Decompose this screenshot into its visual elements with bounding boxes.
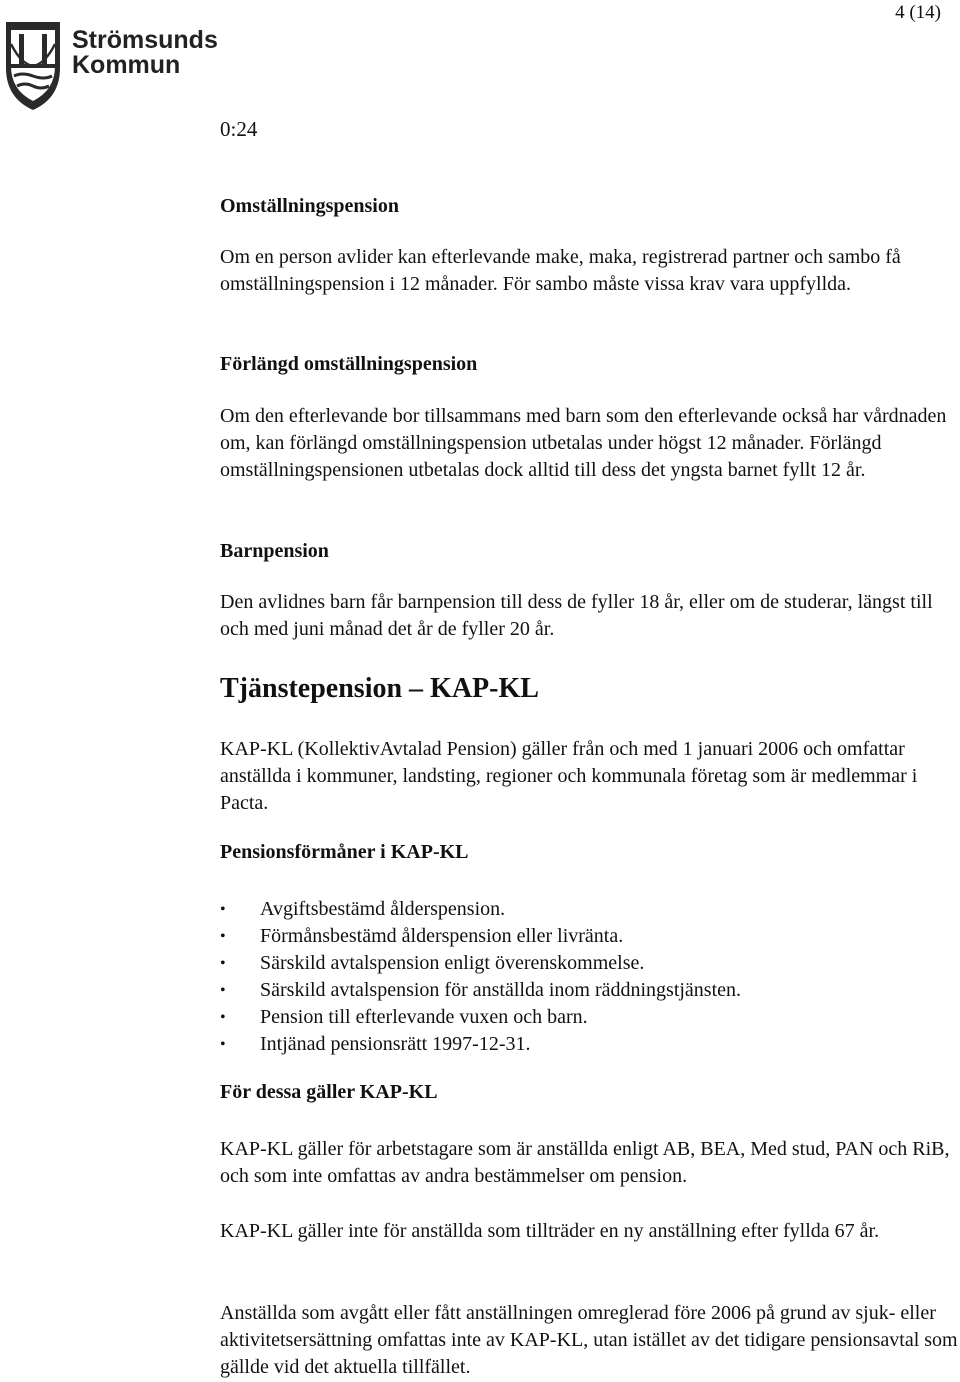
benefits-list xyxy=(220,896,741,1058)
section-text: Om den efterlevande bor tillsammans med barn som den efterlevande också har vårdnaden om, kan förlängd omställningspension utbetalas under högst 12 månader. Förlängd omställningspensionen utbetalas dock alltid till dess det yngsta barnet fyllt 12 år. xyxy=(220,405,947,481)
logo-line-2: Kommun xyxy=(72,51,181,79)
list-item: • Särskild avtalspension för anställda inom räddningstjänsten. xyxy=(220,977,741,1004)
section-text: Om en person avlider kan efterlevande make, maka, registrerad partner och sambo få omställningspension i 12 månader. För sambo måste vissa krav vara uppfyllda. xyxy=(220,246,901,295)
logo-line-1: Strömsunds xyxy=(72,26,218,54)
list-item: • Särskild avtalspension enligt överenskommelse. xyxy=(220,950,741,977)
benefits-heading: Pensionsförmåner i KAP-KL xyxy=(220,841,469,863)
main-heading: Tjänstepension – KAP-KL xyxy=(220,673,539,704)
applies-paragraph: KAP-KL gäller för arbetstagare som är anställda enligt AB, BEA, Med stud, PAN och RiB, och som inte omfattas av andra bestämmelser om pension. xyxy=(220,1138,950,1187)
section-heading: Omställningspension xyxy=(220,195,399,217)
applies-paragraph: KAP-KL gäller inte för anställda som tillträder en ny anställning efter fyllda 67 år. xyxy=(220,1220,880,1242)
section-heading: Förlängd omställningspension xyxy=(220,353,478,375)
document-code: 0:24 xyxy=(220,117,258,141)
applies-paragraph: Anställda som avgått eller fått anställningen omreglerad före 2006 på grund av sjuk- eller aktivitetsersättning omfattas inte av KAP-KL, utan istället av det tidigare pensionsavtal som gällde vid det aktuella tillfället. xyxy=(220,1302,958,1378)
bridge-emblem-icon xyxy=(2,16,64,112)
list-item: • Pension till efterlevande vuxen och barn. xyxy=(220,1004,741,1031)
list-item: • Förmånsbestämd ålderspension eller livränta. xyxy=(220,923,741,950)
page-number: 4 (14) xyxy=(895,2,941,23)
municipality-logo xyxy=(2,8,218,108)
section-text: Den avlidnes barn får barnpension till dess de fyller 18 år, eller om de studerar, längst till och med juni månad det år de fyller 20 år. xyxy=(220,591,933,640)
list-item: • Intjänad pensionsrätt 1997-12-31. xyxy=(220,1031,741,1058)
section-heading: Barnpension xyxy=(220,540,329,562)
applies-heading: För dessa gäller KAP-KL xyxy=(220,1081,438,1103)
logo-wordmark xyxy=(72,28,218,78)
kap-intro-text: KAP-KL (KollektivAvtalad Pension) gäller från och med 1 januari 2006 och omfattar anställda i kommuner, landsting, regioner och kommunala företag som är medlemmar i Pacta. xyxy=(220,738,918,814)
list-item: • Avgiftsbestämd ålderspension. xyxy=(220,896,741,923)
